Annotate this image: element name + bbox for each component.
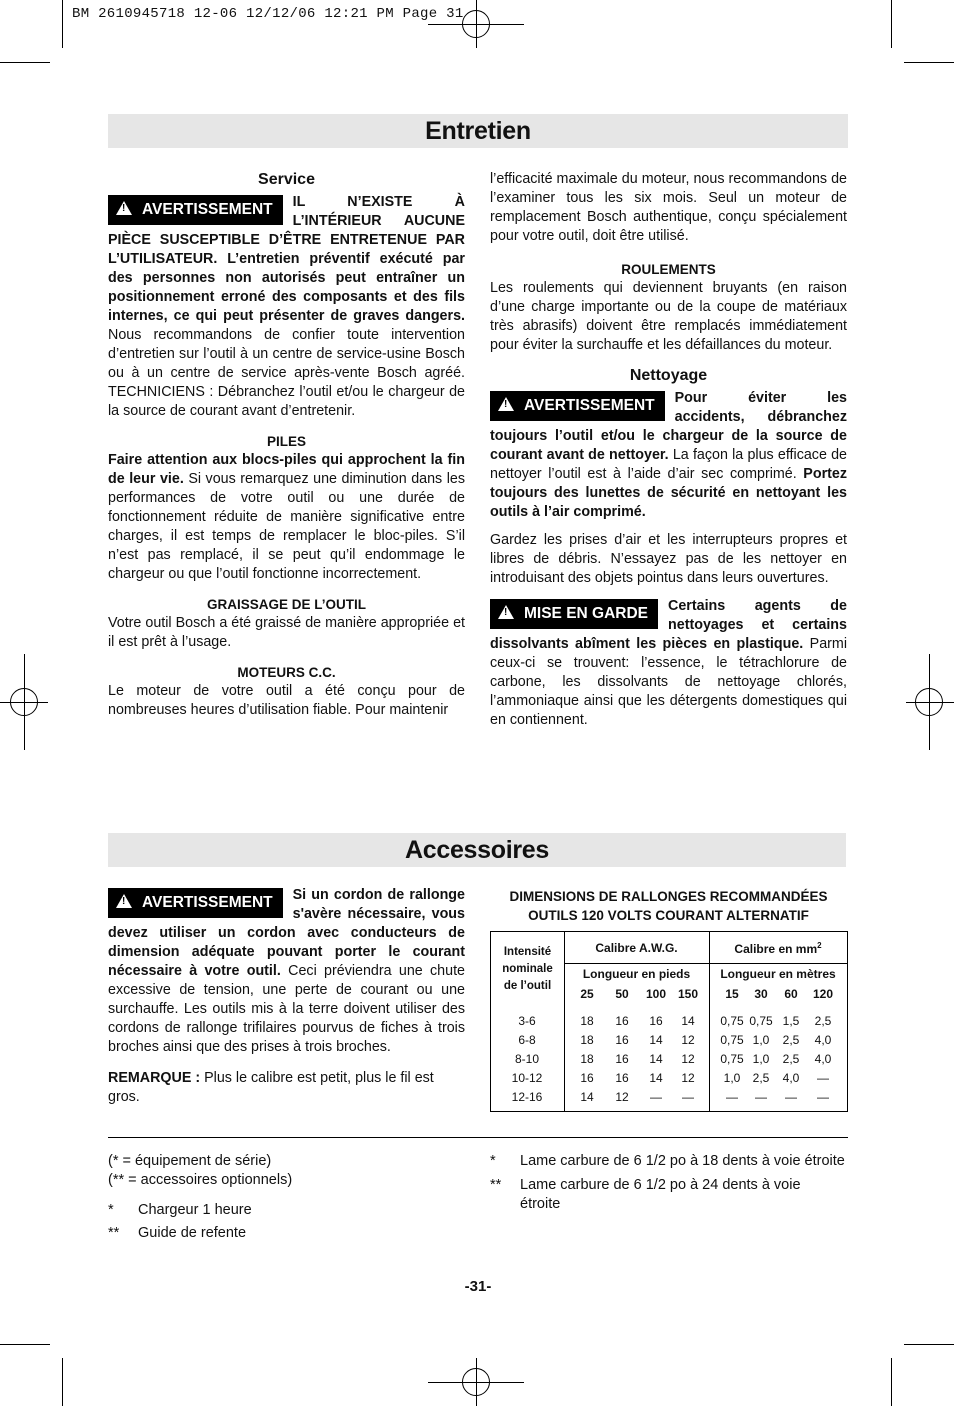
meter-value: 120 <box>812 987 834 1001</box>
remarque-label: REMARQUE : <box>108 1070 201 1086</box>
footnote-legend-1: (* = équipement de série) <box>108 1153 272 1169</box>
remarque-body: Plus le calibre est petit, plus le fil est gros. <box>108 1070 434 1105</box>
meter-value: 60 <box>784 987 798 1001</box>
table-cell-mm: 4,0 <box>782 1071 800 1085</box>
table-cell-mm: 1,0 <box>723 1071 741 1085</box>
table-cell-mm: 4,0 <box>814 1033 832 1047</box>
moteurs-body-b: l’efficacité maximale du moteur, nous recommandons de l’examiner tous les six mois. Seul un moteur de remplacement Bosch authentique, conçu spécialement pour votre outil, doit être utilisé. <box>490 171 847 244</box>
accessoires-warn-body: Ceci préviendra une chute excessive de tension, une perte de courant ou une surchauffe. Les outils mis à la terre doivent utiliser des cordons de rallonge trifilaires pourvus de fiches à trois broches ainsi que des prises à trois broches. <box>108 963 465 1055</box>
table-cell-mm: 1,0 <box>752 1033 770 1047</box>
footnote-item: * Lame carbure de 6 1/2 po à 18 dents à voie étroite <box>490 1153 845 1169</box>
table-cell-awg: 14 <box>580 1090 594 1104</box>
table-cell-mm: 1,0 <box>752 1052 770 1066</box>
accessoires-warning-badge: ! AVERTISSEMENT <box>108 888 283 918</box>
footnote-legend-2: (** = accessoires optionnels) <box>108 1172 293 1188</box>
page-number: -31- <box>464 1278 492 1295</box>
footnote-item: ** Guide de refente <box>108 1225 247 1241</box>
table-cell-awg: 14 <box>649 1071 663 1085</box>
table-cell-awg: 14 <box>649 1052 663 1066</box>
table-cell-awg: 16 <box>580 1071 594 1085</box>
entretien-right-column <box>490 170 847 730</box>
caution-badge: ! MISE EN GARDE <box>490 599 658 629</box>
accessoires-title: Accessoires <box>108 833 846 867</box>
service-heading: Service <box>258 171 315 188</box>
meter-value: 30 <box>754 987 768 1001</box>
table-cell-mm: — <box>817 1071 829 1085</box>
graissage-body: Votre outil Bosch a été graissé de manière appropriée et il est prêt à l’usage. <box>108 615 465 650</box>
extension-cord-table <box>490 931 848 1112</box>
table-cell-amperage: 8-10 <box>514 1052 540 1066</box>
footnote-item: * Chargeur 1 heure <box>108 1202 252 1218</box>
footnote-divider <box>108 1137 848 1138</box>
table-cell-mm: 2,5 <box>782 1052 800 1066</box>
caution-body: Parmi ceux-ci se trouvent: l’essence, le tétrachlorure de carbone, les dissolvants de nettoyage chlorés, l’ammoniaque ainsi que les détergents domestiques qui en contiennent. <box>490 636 847 728</box>
meter-value: 15 <box>725 987 739 1001</box>
accessoires-left-column <box>108 886 465 1107</box>
service-body: Nous recommandons de confier toute intervention d’entretien sur l’outil à un centre de service-usine Bosch ou à un centre de service après-vente Bosch agréé. TECHNICIENS : Débranchez l’outil et/ou le chargeur de la source de courant avant d’entretenir. <box>108 327 465 419</box>
table-cell-awg: 12 <box>681 1071 695 1085</box>
table-cell-awg: 16 <box>649 1014 663 1028</box>
table-cell-mm: 0,75 <box>749 1014 773 1028</box>
table-cell-awg: 12 <box>681 1052 695 1066</box>
table-cell-mm: 4,0 <box>814 1052 832 1066</box>
nettoyage-bold2: Portez toujours des lunettes de sécurité en nettoyant les outils à l’air comprimé. <box>490 466 847 520</box>
table-cell-mm: 0,75 <box>720 1052 744 1066</box>
warning-triangle-icon: ! <box>116 201 132 215</box>
nettoyage-heading: Nettoyage <box>629 367 708 384</box>
col-intensite-header: Intensité nominale de l’outil <box>502 946 553 992</box>
table-cell-awg: 14 <box>681 1014 695 1028</box>
piles-heading: PILES <box>266 434 306 449</box>
feet-value: 100 <box>645 987 667 1001</box>
feet-value: 150 <box>677 987 699 1001</box>
table-cell-awg: 16 <box>615 1033 629 1047</box>
roulements-body: Les roulements qui deviennent bruyants (en raison d’une charge importante ou de la coupe de matériaux très abrasifs) doivent être remplacés immédiatement pour éviter la surchauffe et les défaillances du moteur. <box>490 280 847 353</box>
table-cell-awg: 12 <box>615 1090 629 1104</box>
table-cell-amperage: 12-16 <box>511 1090 543 1104</box>
table-cell-mm: 2,5 <box>782 1033 800 1047</box>
nettoyage-warning-badge: ! AVERTISSEMENT <box>490 391 665 421</box>
entretien-title: Entretien <box>108 114 848 148</box>
table-cell-mm: — <box>726 1090 738 1104</box>
moteurs-heading: MOTEURS C.C. <box>237 665 336 680</box>
table-cell-mm: — <box>755 1090 767 1104</box>
feet-value: 25 <box>580 987 594 1001</box>
moteurs-body-a: Le moteur de votre outil a été conçu pour de nombreuses heures d’utilisation fiable. Pour maintenir <box>108 683 465 718</box>
footnotes-left <box>108 1152 468 1243</box>
table-cell-mm: 2,5 <box>752 1071 770 1085</box>
warning-triangle-icon: ! <box>116 894 132 908</box>
service-warning-badge: ! AVERTISSEMENT <box>108 195 283 225</box>
table-cell-mm: 0,75 <box>720 1014 744 1028</box>
table-cell-awg: 18 <box>580 1052 594 1066</box>
warning-triangle-icon: ! <box>498 605 514 619</box>
table-cell-awg: 14 <box>649 1033 663 1047</box>
table-cell-mm: — <box>785 1090 797 1104</box>
accessoires-warn-bold: Si un cordon de rallonge s'avère nécessaire, vous devez utiliser un cordon avec conducteurs de dimension adéquate pouvant porter le courant nécessaire à votre outil. <box>108 887 465 979</box>
table-cell-awg: — <box>650 1090 662 1104</box>
table-cell-awg: 18 <box>580 1033 594 1047</box>
table-cell-mm: 0,75 <box>720 1033 744 1047</box>
table-cell-awg: 18 <box>580 1014 594 1028</box>
print-slug: BM 2610945718 12-06 12/12/06 12:21 PM Page 31 <box>72 6 464 22</box>
nettoyage-body2: Gardez les prises d’air et les interrupteurs propres et libres de débris. N’essayez pas de les nettoyer en introduisant des objets pointus dans leurs ouvertures. <box>490 532 847 586</box>
entretien-left-column <box>108 170 465 720</box>
table-cell-awg: 12 <box>681 1033 695 1047</box>
piles-bold: Faire attention aux blocs-piles qui approchent la fin de leur vie. <box>108 452 465 487</box>
table-cell-amperage: 6-8 <box>518 1033 536 1047</box>
caution-bold: Certains agents de nettoyages et certains dissolvants abîment les pièces en plastique. <box>490 598 847 652</box>
awg-header: Calibre A.W.G. <box>595 941 678 955</box>
table-cell-awg: — <box>682 1090 694 1104</box>
service-lead: IL N’EXISTE À L’INTÉRIEUR AUCUNE PIÈCE SUSCEPTIBLE D’ÊTRE ENTRETENUE PAR L’UTILISATEUR. L’entretien préventif exécuté par des personnes non autorisés peut entraîner un positionnement erroné des composants et des fils internes, ce qui peut présenter de graves dangers. <box>108 194 465 324</box>
feet-header: Longueur en pieds <box>582 967 691 981</box>
roulements-heading: ROULEMENTS <box>621 262 716 277</box>
table-cell-awg: 16 <box>615 1052 629 1066</box>
mm-header: Calibre en $mm^2$ <box>734 941 822 956</box>
table-cell-mm: 1,5 <box>782 1014 800 1028</box>
nettoyage-body1: La façon la plus efficace de nettoyer l’outil est à l’aide d’air sec comprimé. <box>490 447 848 482</box>
footnote-item: ** Lame carbure de 6 1/2 po à 24 dents à voie étroite <box>490 1177 801 1212</box>
table-cell-amperage: 3-6 <box>518 1014 536 1028</box>
graissage-heading: GRAISSAGE DE L’OUTIL <box>206 597 366 612</box>
footnotes-right <box>490 1152 850 1214</box>
table-cell-awg: 16 <box>615 1071 629 1085</box>
table-cell-mm: 2,5 <box>814 1014 832 1028</box>
table-cell-awg: 16 <box>615 1014 629 1028</box>
meters-header: Longueur en mètres <box>720 967 836 981</box>
piles-body: Si vous remarquez une diminution dans les performances de votre outil ou une durée de fonctionnement réduite de manière significative entre charges, il est temps de remplacer le bloc-piles. S’il n’est pas remplacé, il se peut qu’il endommage le chargeur ou que l’outil fonctionne incorrectement. <box>108 471 465 582</box>
nettoyage-bold1: Pour éviter les accidents, débranchez toujours l’outil et/ou le chargeur de la source de courant avant de nettoyer. <box>490 390 847 463</box>
warning-triangle-icon: ! <box>498 397 514 411</box>
feet-value: 50 <box>615 987 629 1001</box>
table-cell-amperage: 10-12 <box>511 1071 543 1085</box>
table-title: DIMENSIONS DE RALLONGES RECOMMANDÉES OUTILS 120 VOLTS COURANT ALTERNATIF <box>509 889 828 923</box>
table-cell-mm: — <box>817 1090 829 1104</box>
